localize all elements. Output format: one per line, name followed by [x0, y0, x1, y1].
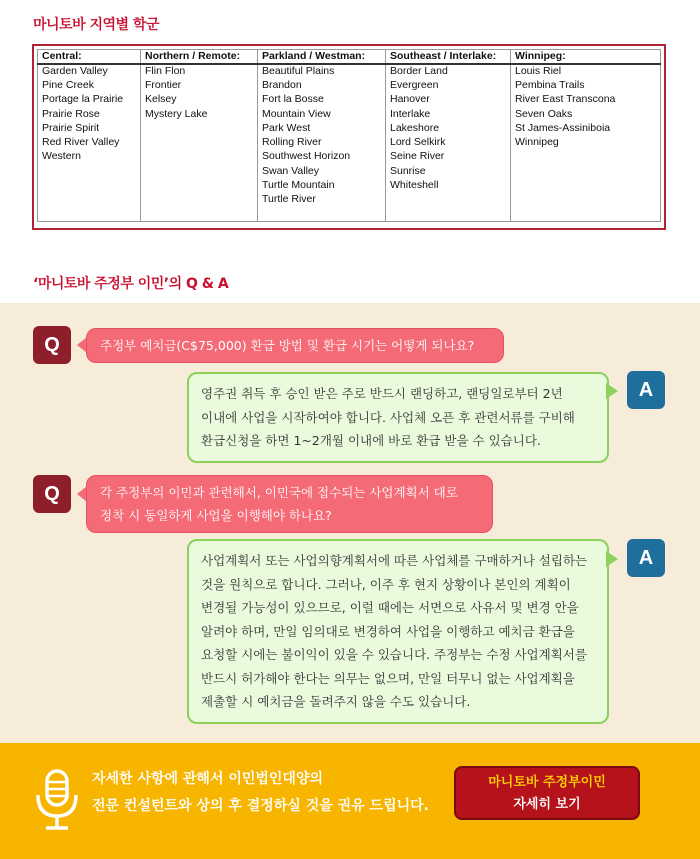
- table-cell: [141, 164, 258, 178]
- answer-2-line-6: 반드시 허가해야 한다는 의무는 없으며, 만일 터무니 없는 사업계획을: [201, 670, 575, 686]
- table-row: [38, 135, 661, 149]
- table-cell: [511, 164, 661, 178]
- table-cell: Fort la Bosse: [258, 93, 386, 107]
- regions-section-title: 마니토바 지역별 학군: [33, 17, 159, 33]
- microphone-icon: [34, 768, 82, 832]
- table-cell: Mountain View: [258, 107, 386, 121]
- table-cell: [38, 193, 141, 207]
- footer-message-line-2: 전문 컨설턴트와 상의 후 결정하실 것을 권유 드립니다.: [92, 798, 429, 814]
- table-cell: Turtle River: [258, 193, 386, 207]
- question-2-line-2: 정착 시 동일하게 사업을 이행해야 하나요?: [100, 508, 332, 523]
- table-row: [38, 150, 661, 164]
- table-header-row: [38, 50, 661, 65]
- table-cell: Turtle Mountain: [258, 178, 386, 192]
- answer-bubble-tail-2: [606, 551, 618, 567]
- table-cell: Prairie Rose: [38, 107, 141, 121]
- table-cell: Prairie Spirit: [38, 121, 141, 135]
- table-row: [38, 64, 661, 78]
- answer-badge-1: A: [627, 371, 665, 409]
- table-cell: Southwest Horizon: [258, 150, 386, 164]
- regions-table-frame: [32, 44, 666, 230]
- table-cell: Swan Valley: [258, 164, 386, 178]
- table-row: [38, 93, 661, 107]
- table-cell: Park West: [258, 121, 386, 135]
- table-cell: [386, 193, 511, 207]
- table-cell: Whiteshell: [386, 178, 511, 192]
- table-cell: [38, 178, 141, 192]
- table-row: [38, 107, 661, 121]
- table-cell: Portage la Prairie: [38, 93, 141, 107]
- table-cell: Red River Valley: [38, 135, 141, 149]
- answer-2-line-4: 알려야 하며, 만일 임의대로 변경하여 사업을 이행하고 예치금 환급을: [201, 623, 575, 639]
- table-cell: Beautiful Plains: [258, 64, 386, 78]
- table-row: [38, 121, 661, 135]
- question-badge-1: Q: [33, 326, 71, 364]
- column-header-southeast: Southeast / Interlake:: [386, 50, 511, 65]
- table-cell: [141, 207, 258, 221]
- question-1-line-1: 주정부 예치금(C$75,000) 환급 방법 및 환급 시기는 어떻게 되나요?: [100, 338, 475, 353]
- answer-2-line-7: 제출할 시 예치금을 돌려주지 않을 수도 있습니다.: [201, 694, 471, 709]
- answer-1-line-2: 이내에 사업을 시작하여야 합니다. 사업체 오픈 후 관련서류를 구비해: [201, 409, 575, 425]
- answer-bubble-1: [187, 372, 609, 463]
- answer-2-line-5: 요청할 시에는 불이익이 있을 수 있습니다. 주정부는 수정 사업계획서를: [201, 647, 587, 662]
- table-cell: Rolling River: [258, 135, 386, 149]
- table-cell: [38, 164, 141, 178]
- table-cell: Flin Flon: [141, 64, 258, 78]
- footer-message-line-1: 자세한 사항에 관해서 이민법인대양의: [92, 771, 324, 787]
- table-row: [38, 78, 661, 92]
- table-cell: Seven Oaks: [511, 107, 661, 121]
- table-cell: Garden Valley: [38, 64, 141, 78]
- table-row: [38, 178, 661, 192]
- table-cell: Sunrise: [386, 164, 511, 178]
- footer-banner: [0, 743, 700, 859]
- column-header-central: Central:: [38, 50, 141, 65]
- table-row: [38, 207, 661, 221]
- table-cell: [141, 121, 258, 135]
- answer-badge-2: A: [627, 539, 665, 577]
- table-row: [38, 193, 661, 207]
- table-cell: Winnipeg: [511, 135, 661, 149]
- answer-1-line-3: 환급신청을 하면 1~2개월 이내에 바로 환급 받을 수 있습니다.: [201, 433, 541, 448]
- table-cell: Lord Selkirk: [386, 135, 511, 149]
- table-cell: [258, 207, 386, 221]
- answer-2-line-3: 변경될 가능성이 있으므로, 이럴 때에는 서면으로 사유서 및 변경 안을: [201, 600, 579, 615]
- table-cell: Mystery Lake: [141, 107, 258, 121]
- footer-message: [92, 766, 429, 820]
- answer-bubble-tail-1: [606, 383, 618, 399]
- table-cell: Hanover: [386, 93, 511, 107]
- table-cell: Evergreen: [386, 78, 511, 92]
- question-bubble-2: [86, 475, 493, 533]
- table-cell: [38, 207, 141, 221]
- manitoba-details-button[interactable]: [454, 766, 640, 820]
- table-cell: Seine River: [386, 150, 511, 164]
- table-cell: [141, 135, 258, 149]
- table-cell: River East Transcona: [511, 93, 661, 107]
- column-header-northern: Northern / Remote:: [141, 50, 258, 65]
- table-cell: [511, 150, 661, 164]
- answer-bubble-2: [187, 539, 609, 724]
- table-cell: Interlake: [386, 107, 511, 121]
- table-cell: Brandon: [258, 78, 386, 92]
- answer-2-line-2: 것을 원칙으로 합니다. 그러나, 이주 후 현지 상황이나 본인의 계획이: [201, 576, 571, 592]
- answer-1-line-1: 영주권 취득 후 승인 받은 주로 반드시 랜딩하고, 랜딩일로부터 2년: [201, 386, 563, 401]
- table-cell: Western: [38, 150, 141, 164]
- cta-line-1: 마니토바 주정부이민: [488, 775, 606, 790]
- question-badge-2: Q: [33, 475, 71, 513]
- qa-section-title: ‘마니토바 주정부 이민’의 Q & A: [33, 276, 229, 292]
- table-cell: Lakeshore: [386, 121, 511, 135]
- table-cell: Kelsey: [141, 93, 258, 107]
- answer-2-line-1: 사업계획서 또는 사업의향계획서에 따른 사업체를 구매하거나 설립하는: [201, 553, 588, 568]
- question-bubble-1: [86, 328, 504, 363]
- table-cell: [511, 193, 661, 207]
- table-cell: Louis Riel: [511, 64, 661, 78]
- regions-table: [37, 49, 661, 222]
- table-cell: Pine Creek: [38, 78, 141, 92]
- table-cell: [511, 207, 661, 221]
- table-cell: [141, 178, 258, 192]
- column-header-parkland: Parkland / Westman:: [258, 50, 386, 65]
- question-2-line-1: 각 주정부의 이민과 관련해서, 이민국에 접수되는 사업계획서 대로: [100, 485, 458, 500]
- column-header-winnipeg: Winnipeg:: [511, 50, 661, 65]
- table-cell: [511, 178, 661, 192]
- cta-line-2: 자세히 보기: [513, 797, 581, 812]
- table-cell: [386, 207, 511, 221]
- table-cell: Pembina Trails: [511, 78, 661, 92]
- table-row: [38, 164, 661, 178]
- table-cell: Border Land: [386, 64, 511, 78]
- table-cell: [141, 193, 258, 207]
- table-cell: St James-Assiniboia: [511, 121, 661, 135]
- table-cell: [141, 150, 258, 164]
- table-cell: Frontier: [141, 78, 258, 92]
